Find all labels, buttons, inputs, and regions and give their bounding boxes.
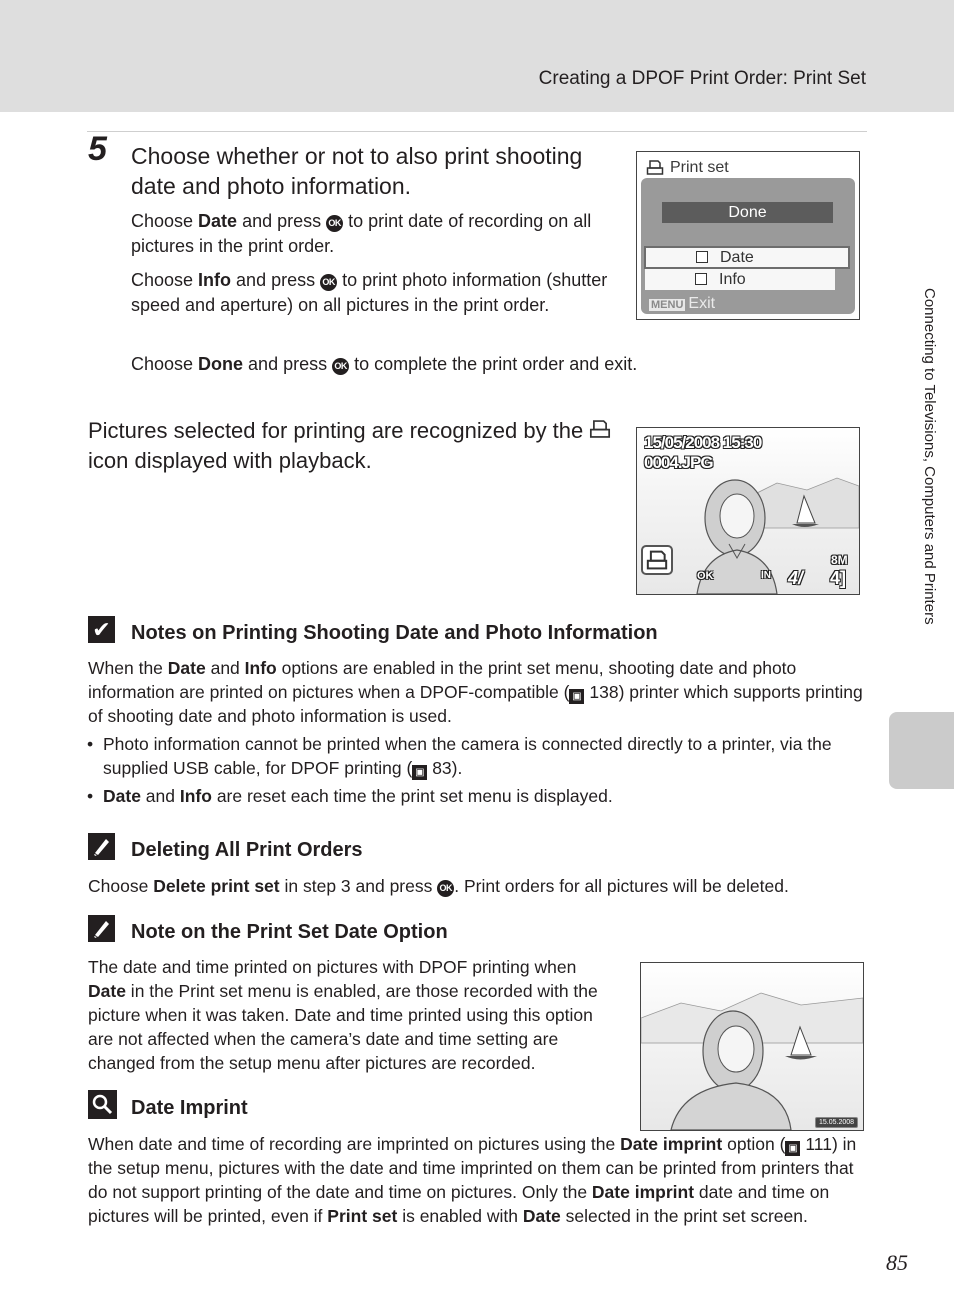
notes-bullet-1: • Photo information cannot be printed when the camera is connected directly to a printer, via the supplied USB cable, for DPOF printing ( ▣ 83). — [87, 734, 832, 778]
checkbox[interactable] — [695, 273, 707, 285]
check-note-icon: ✔ — [88, 616, 115, 643]
date-imprint-photo — [640, 962, 864, 1131]
ok-button-icon: OK — [320, 274, 337, 291]
internal-memory-indicator: IN — [761, 570, 771, 581]
page-reference-icon: ▣ — [569, 689, 584, 704]
playback-datetime: 15/05/2008 15:30 — [644, 433, 762, 452]
print-icon — [646, 159, 664, 176]
playback-screen — [636, 427, 860, 595]
playback-filename: 0004.JPG — [644, 453, 713, 472]
date-option-paragraph: The date and time printed on pictures with DPOF printing when Date in the Print set menu is enabled, are those recorded with the picture when it was taken. Date and time printed using this option are not affected when the camera’s date and time setting are changed from the setup menu after pictures are recorded. — [88, 957, 598, 1073]
notes-bullet-2: • Date and Info are reset each time the print set menu is displayed. — [87, 786, 613, 806]
total-frames: 4] — [830, 568, 847, 588]
step-paragraph-done: Choose Done and press OK to complete the print order and exit. — [131, 354, 638, 374]
page-header-title: Creating a DPOF Print Order: Print Set — [538, 68, 866, 89]
checkbox[interactable] — [696, 251, 708, 263]
deleting-heading: Deleting All Print Orders — [131, 839, 363, 861]
date-imprint-heading: Date Imprint — [131, 1097, 248, 1119]
print-set-menu-screen — [636, 151, 860, 320]
date-option-heading: Note on the Print Set Date Option — [131, 921, 448, 943]
menu-done-option[interactable]: Done — [662, 202, 833, 223]
image-size-indicator: 8M — [831, 553, 848, 567]
chapter-side-label: Connecting to Televisions, Computers and Printers — [921, 288, 938, 625]
menu-option-date[interactable]: Date — [644, 246, 850, 269]
ok-button-icon: OK — [332, 358, 349, 375]
page-reference-icon: ▣ — [412, 765, 427, 780]
ok-button-icon: OK — [326, 215, 343, 232]
ok-control-hint: OK — [697, 570, 714, 582]
step-number: 5 — [88, 130, 107, 168]
step-heading: Choose whether or not to also print shooting date and photo information. — [131, 143, 583, 199]
print-icon — [643, 547, 671, 573]
page-reference-icon: ▣ — [785, 1141, 800, 1156]
menu-exit-hint: MENU Exit — [651, 295, 716, 312]
menu-key-icon: MENU — [651, 299, 684, 311]
print-order-icon — [641, 545, 673, 575]
step-paragraph-info: Choose Info and press OK to print photo information (shutter speed and aperture) on all pictures in the print order. — [131, 270, 608, 315]
notes-paragraph: When the Date and Info options are enabled in the print set menu, shooting date and photo information are printed on pictures when a DPOF-compatible ( ▣ 138) printer which supports printing of shooting date and photo information is used. — [88, 658, 863, 726]
deleting-paragraph: Choose Delete print set in step 3 and press OK . Print orders for all pictures will be deleted. — [88, 876, 789, 896]
menu-panel — [641, 178, 855, 314]
menu-option-info[interactable]: Info — [645, 269, 835, 290]
chapter-tab — [889, 712, 954, 789]
ok-button-icon: OK — [437, 880, 454, 897]
header-rule — [87, 131, 867, 132]
date-imprint-stamp: 15.05.2008 — [815, 1117, 858, 1128]
pencil-note-icon — [88, 915, 115, 942]
print-icon — [589, 418, 611, 440]
notes-heading: Notes on Printing Shooting Date and Photo Information — [131, 622, 658, 644]
print-icon-note: Pictures selected for printing are recognized by the icon displayed with playback. — [88, 416, 618, 476]
menu-title: Print set — [670, 159, 729, 176]
header-band — [0, 0, 954, 112]
step-paragraph-date: Choose Date and press OK to print date of recording on all pictures in the print order. — [131, 211, 592, 256]
date-imprint-paragraph: When date and time of recording are imprinted on pictures using the Date imprint option ( ▣ 111) in the setup menu, pictures with the date and time imprinted on them can be printed from printers that do not support printing of the date and time on pictures. Only the Date imprint date and time on pictures will be printed, even if Print set is enabled with Date selected in the print set screen. — [88, 1134, 857, 1226]
pencil-note-icon — [88, 833, 115, 860]
page-number: 85 — [886, 1250, 908, 1275]
magnifier-tip-icon — [88, 1090, 117, 1119]
frame-number: 4/ — [788, 568, 804, 588]
